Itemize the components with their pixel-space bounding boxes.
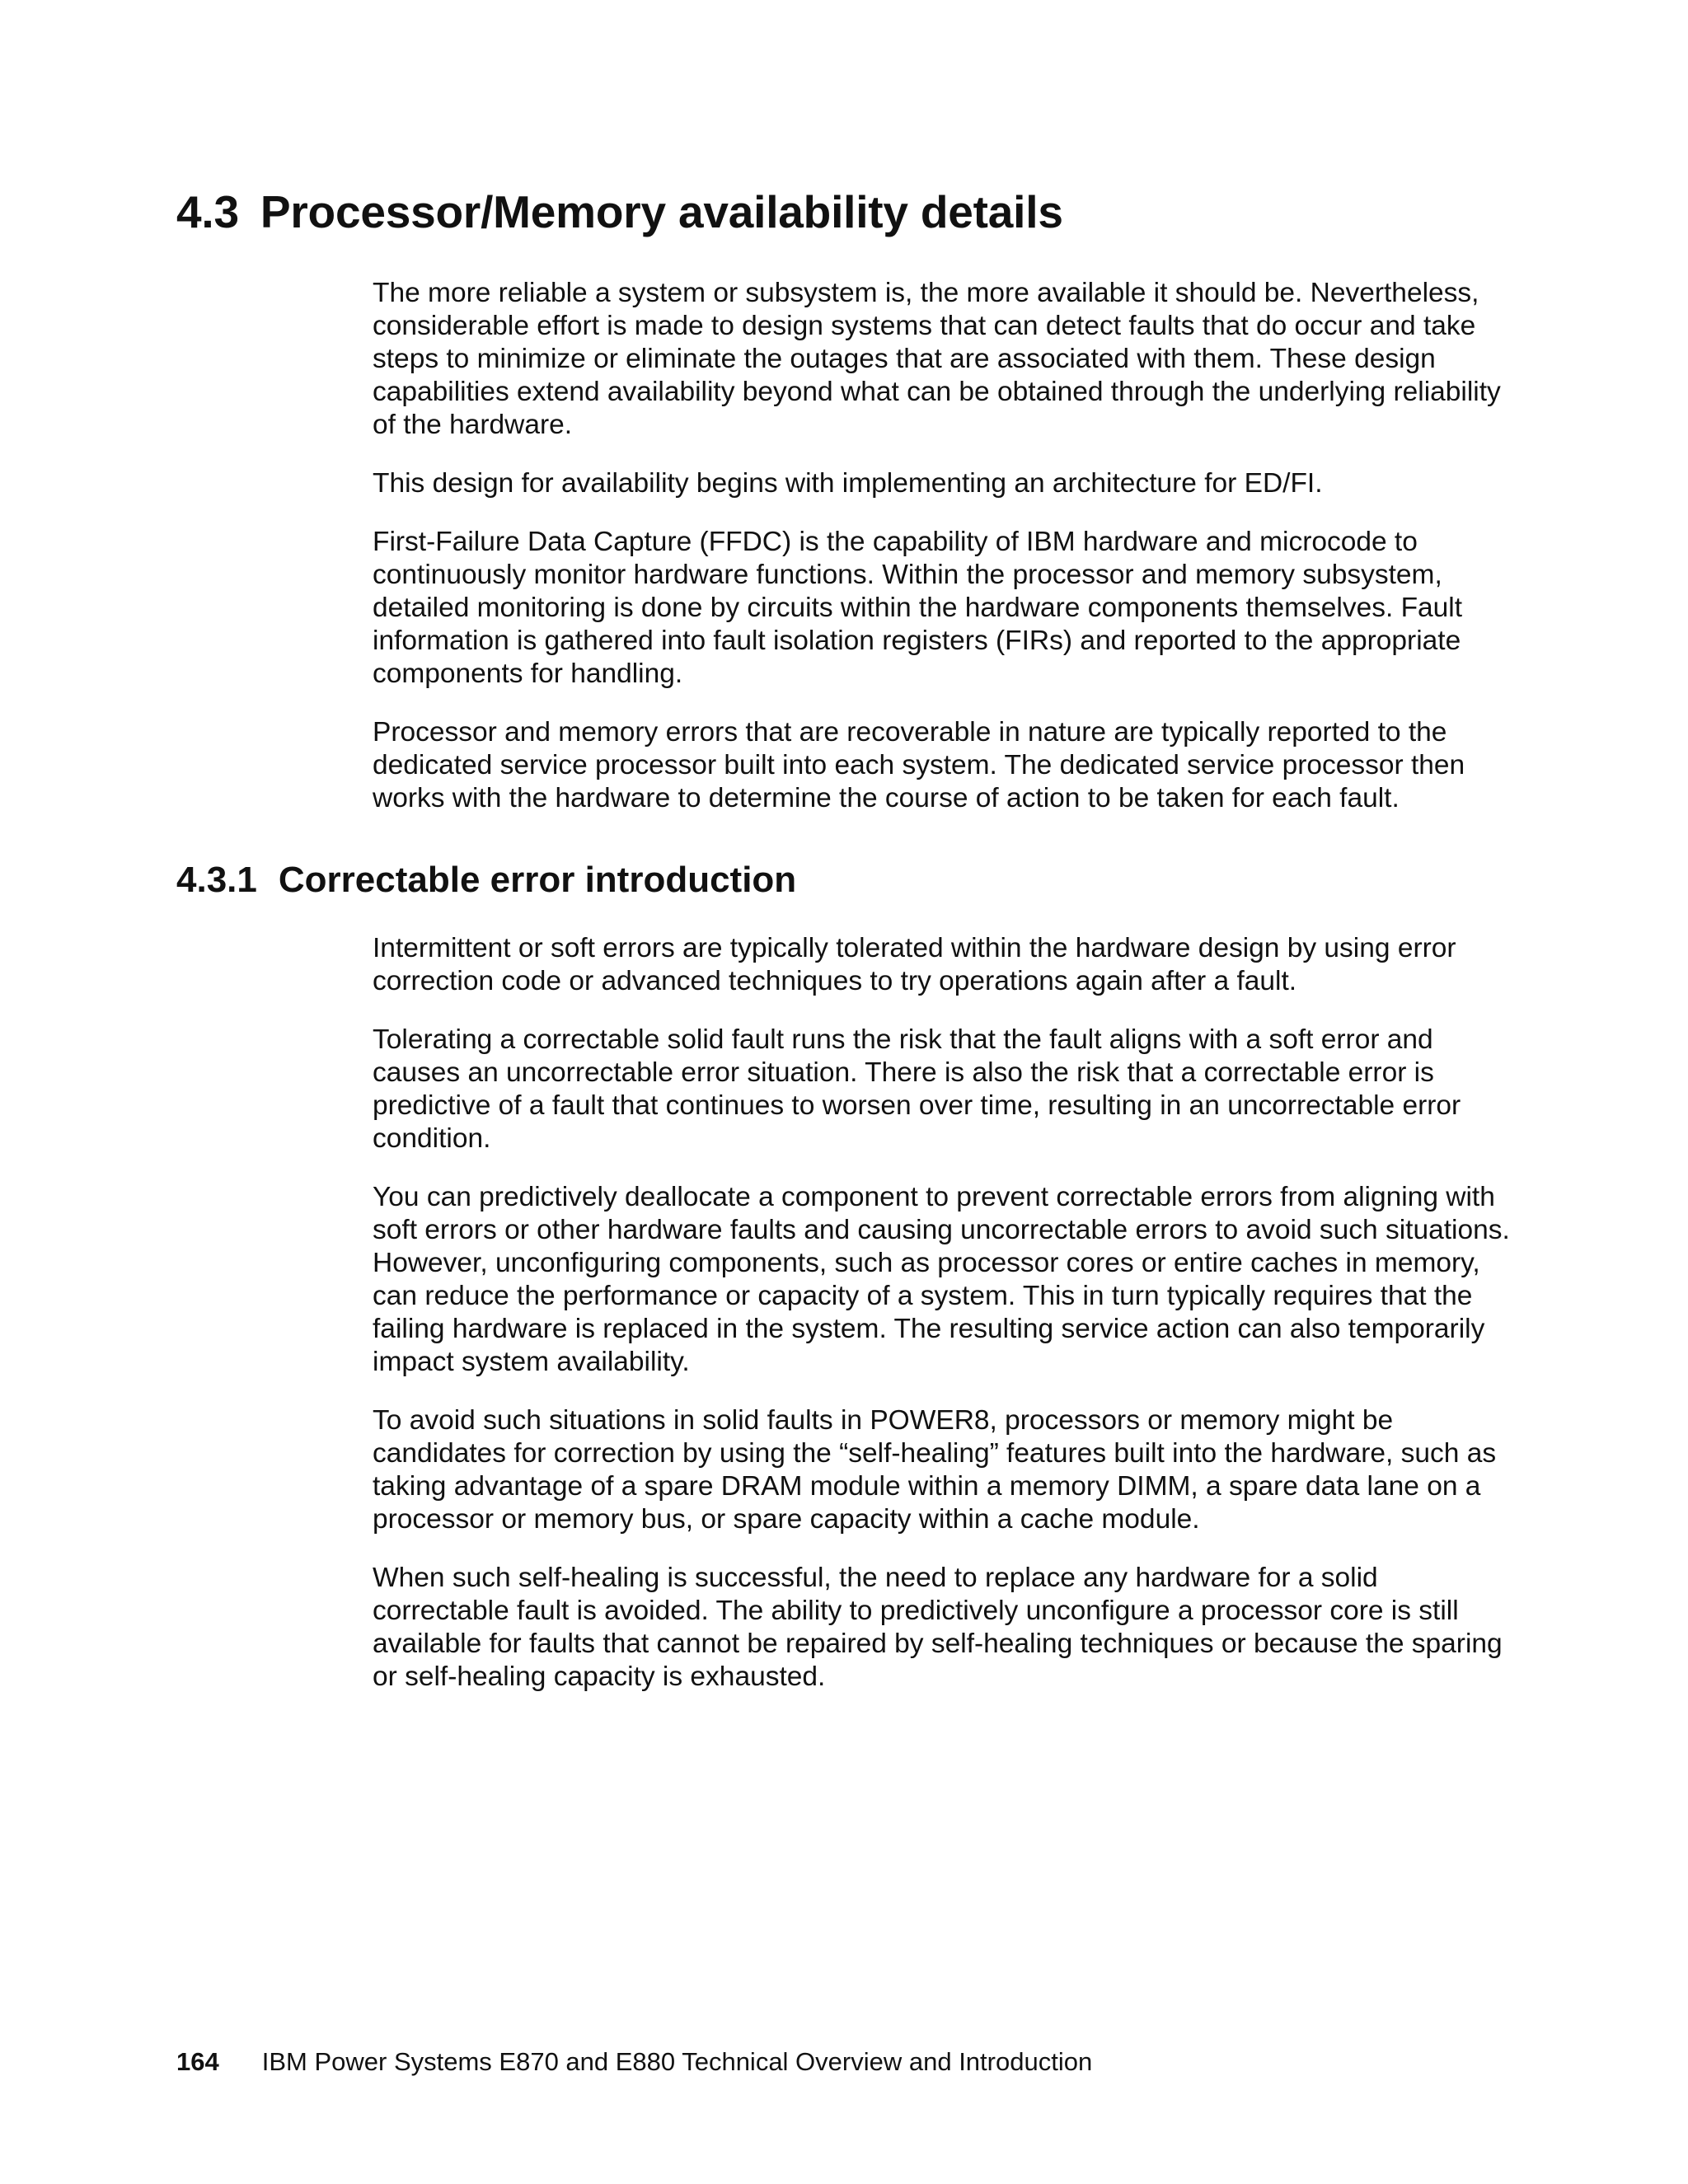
paragraph: Processor and memory errors that are recoverable in nature are typically reported to the dedicated service processor built into each system. The dedicated service processor then works with the hardware to determine the course of action to be taken for each fault. xyxy=(373,717,1465,813)
section-body xyxy=(373,277,1510,841)
subsection-heading xyxy=(176,857,796,903)
section-number: 4.3 xyxy=(176,186,239,237)
page-number: 164 xyxy=(176,2047,219,2076)
paragraph: When such self-healing is successful, the need to replace any hardware for a solid correctable fault is avoided. The ability to predictively unconfigure a processor core is still available for faults that cannot be repaired by self-healing techniques or because the sparing or self-healing capacity is exhausted. xyxy=(373,1563,1503,1692)
subsection-number: 4.3.1 xyxy=(176,860,257,900)
paragraph: The more reliable a system or subsystem is, the more available it should be. Nevertheless, considerable effort is made to design systems that can detect faults that do occur and take steps to minimize or eliminate the outages that are associated with them. These design capabilities extend availability beyond what can be obtained through the underlying reliability of the hardware. xyxy=(373,278,1501,440)
paragraph: To avoid such situations in solid faults in POWER8, processors or memory might be candidates for correction by using the “self-healing” features built into the hardware, such as taking advantage of a spare DRAM module within a memory DIMM, a spare data lane on a processor or memory bus, or spare capacity within a cache module. xyxy=(373,1405,1497,1535)
paragraph: Tolerating a correctable solid fault runs the risk that the fault aligns with a soft error and causes an uncorrectable error situation. There is also the risk that a correctable error is predictive of a fault that continues to worsen over time, resulting in an uncorrectable error condition. xyxy=(373,1024,1461,1154)
paragraph: This design for availability begins with implementing an architecture for ED/FI. xyxy=(373,468,1323,499)
subsection-body xyxy=(373,932,1510,1719)
paragraph: You can predictively deallocate a component to prevent correctable errors from aligning with soft errors or other hardware faults and causing uncorrectable errors to avoid such situations. However, unconfiguring components, such as processor cores or entire caches in memory, can reduce the performance or capacity of a system. This in turn typically requires that the failing hardware is replaced in the system. The resulting service action can also temporarily impact system availability. xyxy=(373,1182,1510,1377)
section-title: Processor/Memory availability details xyxy=(260,186,1063,237)
page-footer xyxy=(176,2046,1092,2079)
book-title: IBM Power Systems E870 and E880 Technical Overview and Introduction xyxy=(261,2047,1093,2076)
paragraph: Intermittent or soft errors are typically tolerated within the hardware design by using error correction code or advanced techniques to try operations again after a fault. xyxy=(373,933,1456,996)
subsection-title: Correctable error introduction xyxy=(278,860,797,900)
paragraph: First-Failure Data Capture (FFDC) is the capability of IBM hardware and microcode to continuously monitor hardware functions. Within the processor and memory subsystem, detailed monitoring is done by circuits within the hardware components themselves. Fault information is gathered into fault isolation registers (FIRs) and reported to the appropriate components for handling. xyxy=(373,527,1463,689)
section-heading xyxy=(176,183,1063,241)
